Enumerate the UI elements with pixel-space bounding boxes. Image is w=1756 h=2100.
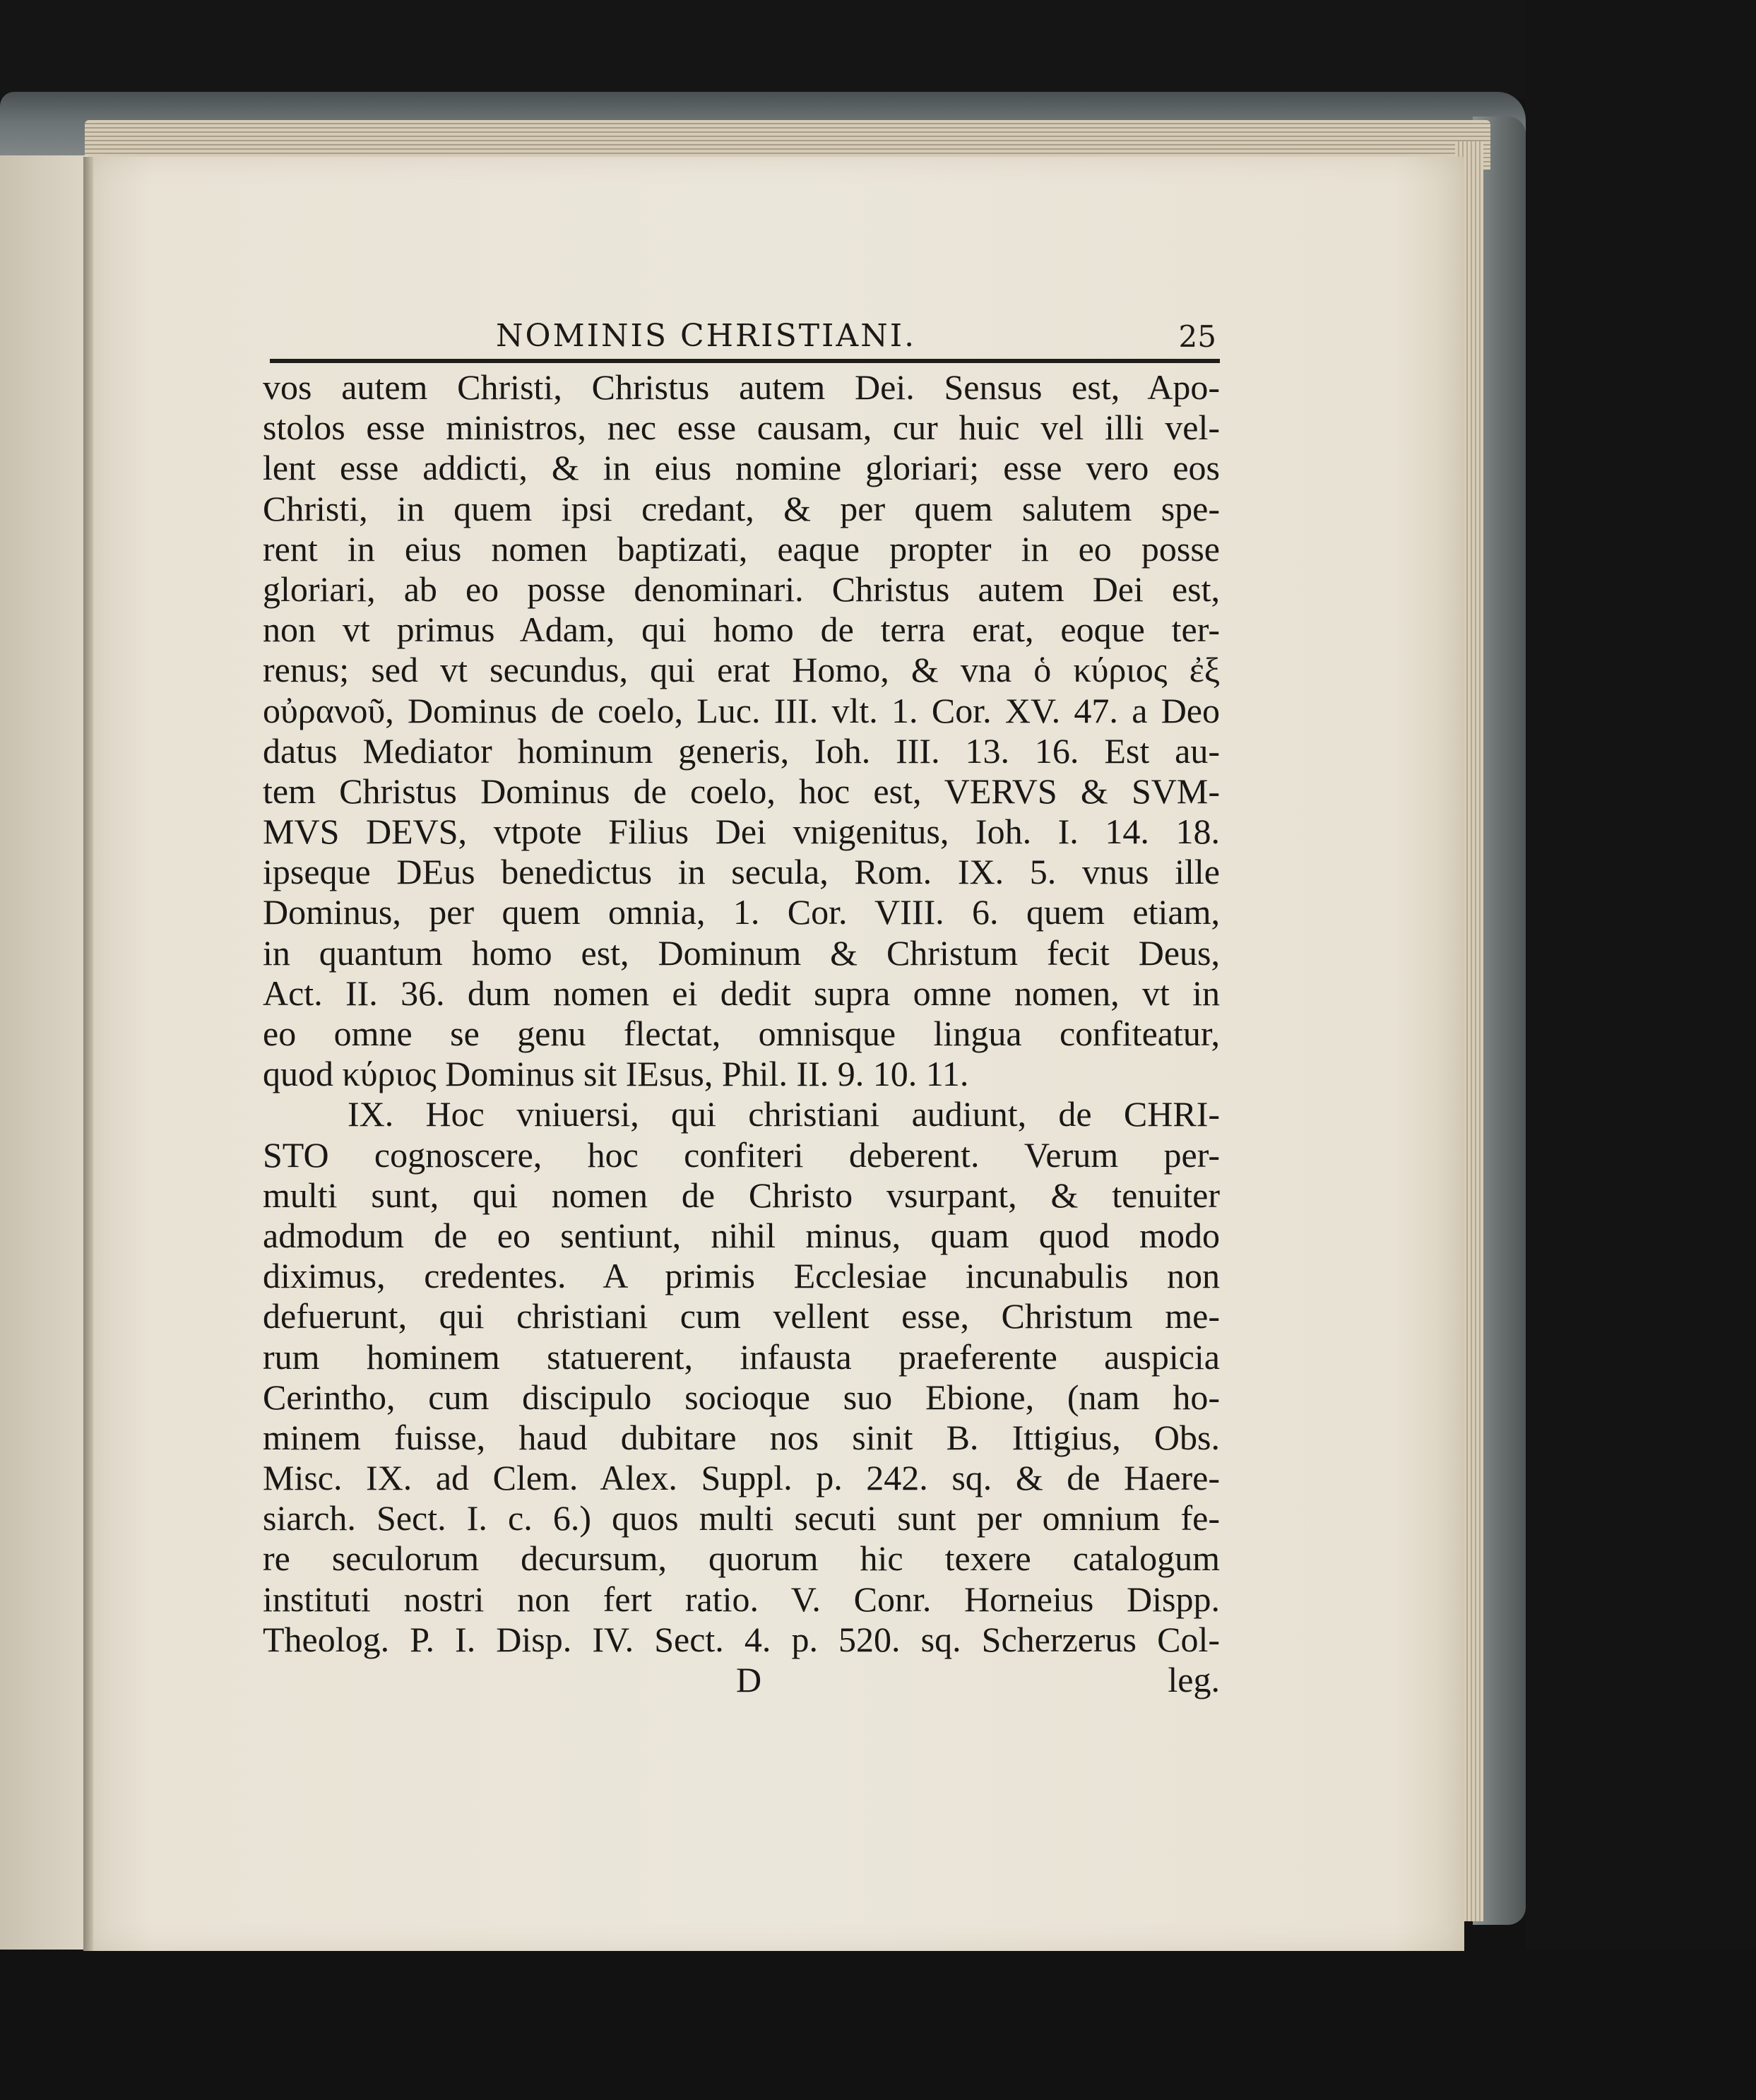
backdrop-bottom <box>0 1950 1756 2100</box>
text-line: Act. II. 36. dum nomen ei dedit supra omne nomen, vt in <box>263 973 1220 1013</box>
running-title: NOMINIS CHRISTIANI. <box>496 318 917 354</box>
text-line: rent in eius nomen baptizati, eaque propter in eo posse <box>263 528 1220 569</box>
text-line: Christi, in quem ipsi credant, & per quem salutem spe- <box>263 488 1220 528</box>
backdrop-right <box>1526 0 1756 2100</box>
paragraph-ix-line: IX. Hoc vniuersi, qui christiani audiunt, de CHRI- <box>348 1094 1220 1134</box>
paragraph-ix-line: Cerintho, cum discipulo socioque suo Ebione, (nam ho- <box>263 1377 1220 1417</box>
catchword: leg. <box>1168 1660 1220 1699</box>
paragraph-ix-line: siarch. Sect. I. c. 6.) quos multi secuti sunt per omnium fe- <box>263 1498 1220 1538</box>
text-line: eo omne se genu flectat, omnisque lingua confiteatur, <box>263 1014 1220 1053</box>
paragraph-ix-line: admodum de eo sentiunt, nihil minus, quam quod modo <box>263 1215 1220 1255</box>
page-header <box>270 316 1216 359</box>
text-line: Dominus, per quem omnia, 1. Cor. VIII. 6. quem etiam, <box>263 892 1220 932</box>
paragraph-ix-line: Misc. IX. ad Clem. Alex. Suppl. p. 242. sq. & de Haere- <box>263 1458 1220 1498</box>
paragraph-ix-line: minem fuisse, haud dubitare nos sinit B. Ittigius, Obs. <box>263 1417 1220 1457</box>
text-line: quod κύριος Dominus sit IEsus, Phil. II. 9. 10. 11. <box>263 1054 969 1094</box>
page-number: 25 <box>1178 319 1216 354</box>
text-block <box>263 367 1220 1700</box>
facing-page-sliver <box>0 155 88 1950</box>
text-line: MVS DEVS, vtpote Filius Dei vnigenitus, Ioh. I. 14. 18. <box>263 812 1220 852</box>
paragraph-ix-line: Theolog. P. I. Disp. IV. Sect. 4. p. 520. sq. Scherzerus Col- <box>263 1619 1220 1659</box>
paragraph-ix-line: STO cognoscere, hoc confiteri deberent. Verum per- <box>263 1134 1220 1175</box>
page-gutter <box>83 157 93 1951</box>
text-line: tem Christus Dominus de coelo, hoc est, VERVS & SVM- <box>263 771 1220 811</box>
paragraph-ix-line: rum hominem statuerent, infausta praeferente auspicia <box>263 1336 1220 1377</box>
text-line: stolos esse ministros, nec esse causam, cur huic vel illi vel- <box>263 408 1220 448</box>
text-line: in quantum homo est, Dominum & Christum fecit Deus, <box>263 932 1220 973</box>
text-line: lent esse addicti, & in eius nomine gloriari; esse vero eos <box>263 448 1220 488</box>
text-line: renus; sed vt secundus, qui erat Homo, & vna ὁ κύριος ἐξ <box>263 650 1220 690</box>
paragraph-ix-line: diximus, credentes. A primis Ecclesiae incunabulis non <box>263 1256 1220 1296</box>
paragraph-ix-line: multi sunt, qui nomen de Christo vsurpant, & tenuiter <box>263 1175 1220 1215</box>
backdrop-top <box>0 0 1756 99</box>
text-line: datus Mediator hominum generis, Ioh. III. 13. 16. Est au- <box>263 730 1220 771</box>
text-line: non vt primus Adam, qui homo de terra erat, eoque ter- <box>263 610 1220 650</box>
paragraph-ix-line: instituti nostri non fert ratio. V. Conr. Horneius Dispp. <box>263 1579 1220 1619</box>
paragraph-ix-line: defuerunt, qui christiani cum vellent esse, Christum me- <box>263 1296 1220 1336</box>
page-footer <box>263 1660 1220 1700</box>
text-line: ipseque DEus benedictus in secula, Rom. IX. 5. vnus ille <box>263 852 1220 892</box>
paragraph-ix-line: re seculorum decursum, quorum hic texere catalogum <box>263 1538 1220 1579</box>
text-line: gloriari, ab eo posse denominari. Christus autem Dei est, <box>263 569 1220 609</box>
text-line: vos autem Christi, Christus autem Dei. Sensus est, Apo- <box>263 367 1220 407</box>
text-line: οὐρανοῦ, Dominus de coelo, Luc. III. vlt. 1. Cor. XV. 47. a Deo <box>263 690 1220 730</box>
signature-mark: D <box>736 1660 762 1699</box>
header-rule <box>270 359 1220 363</box>
